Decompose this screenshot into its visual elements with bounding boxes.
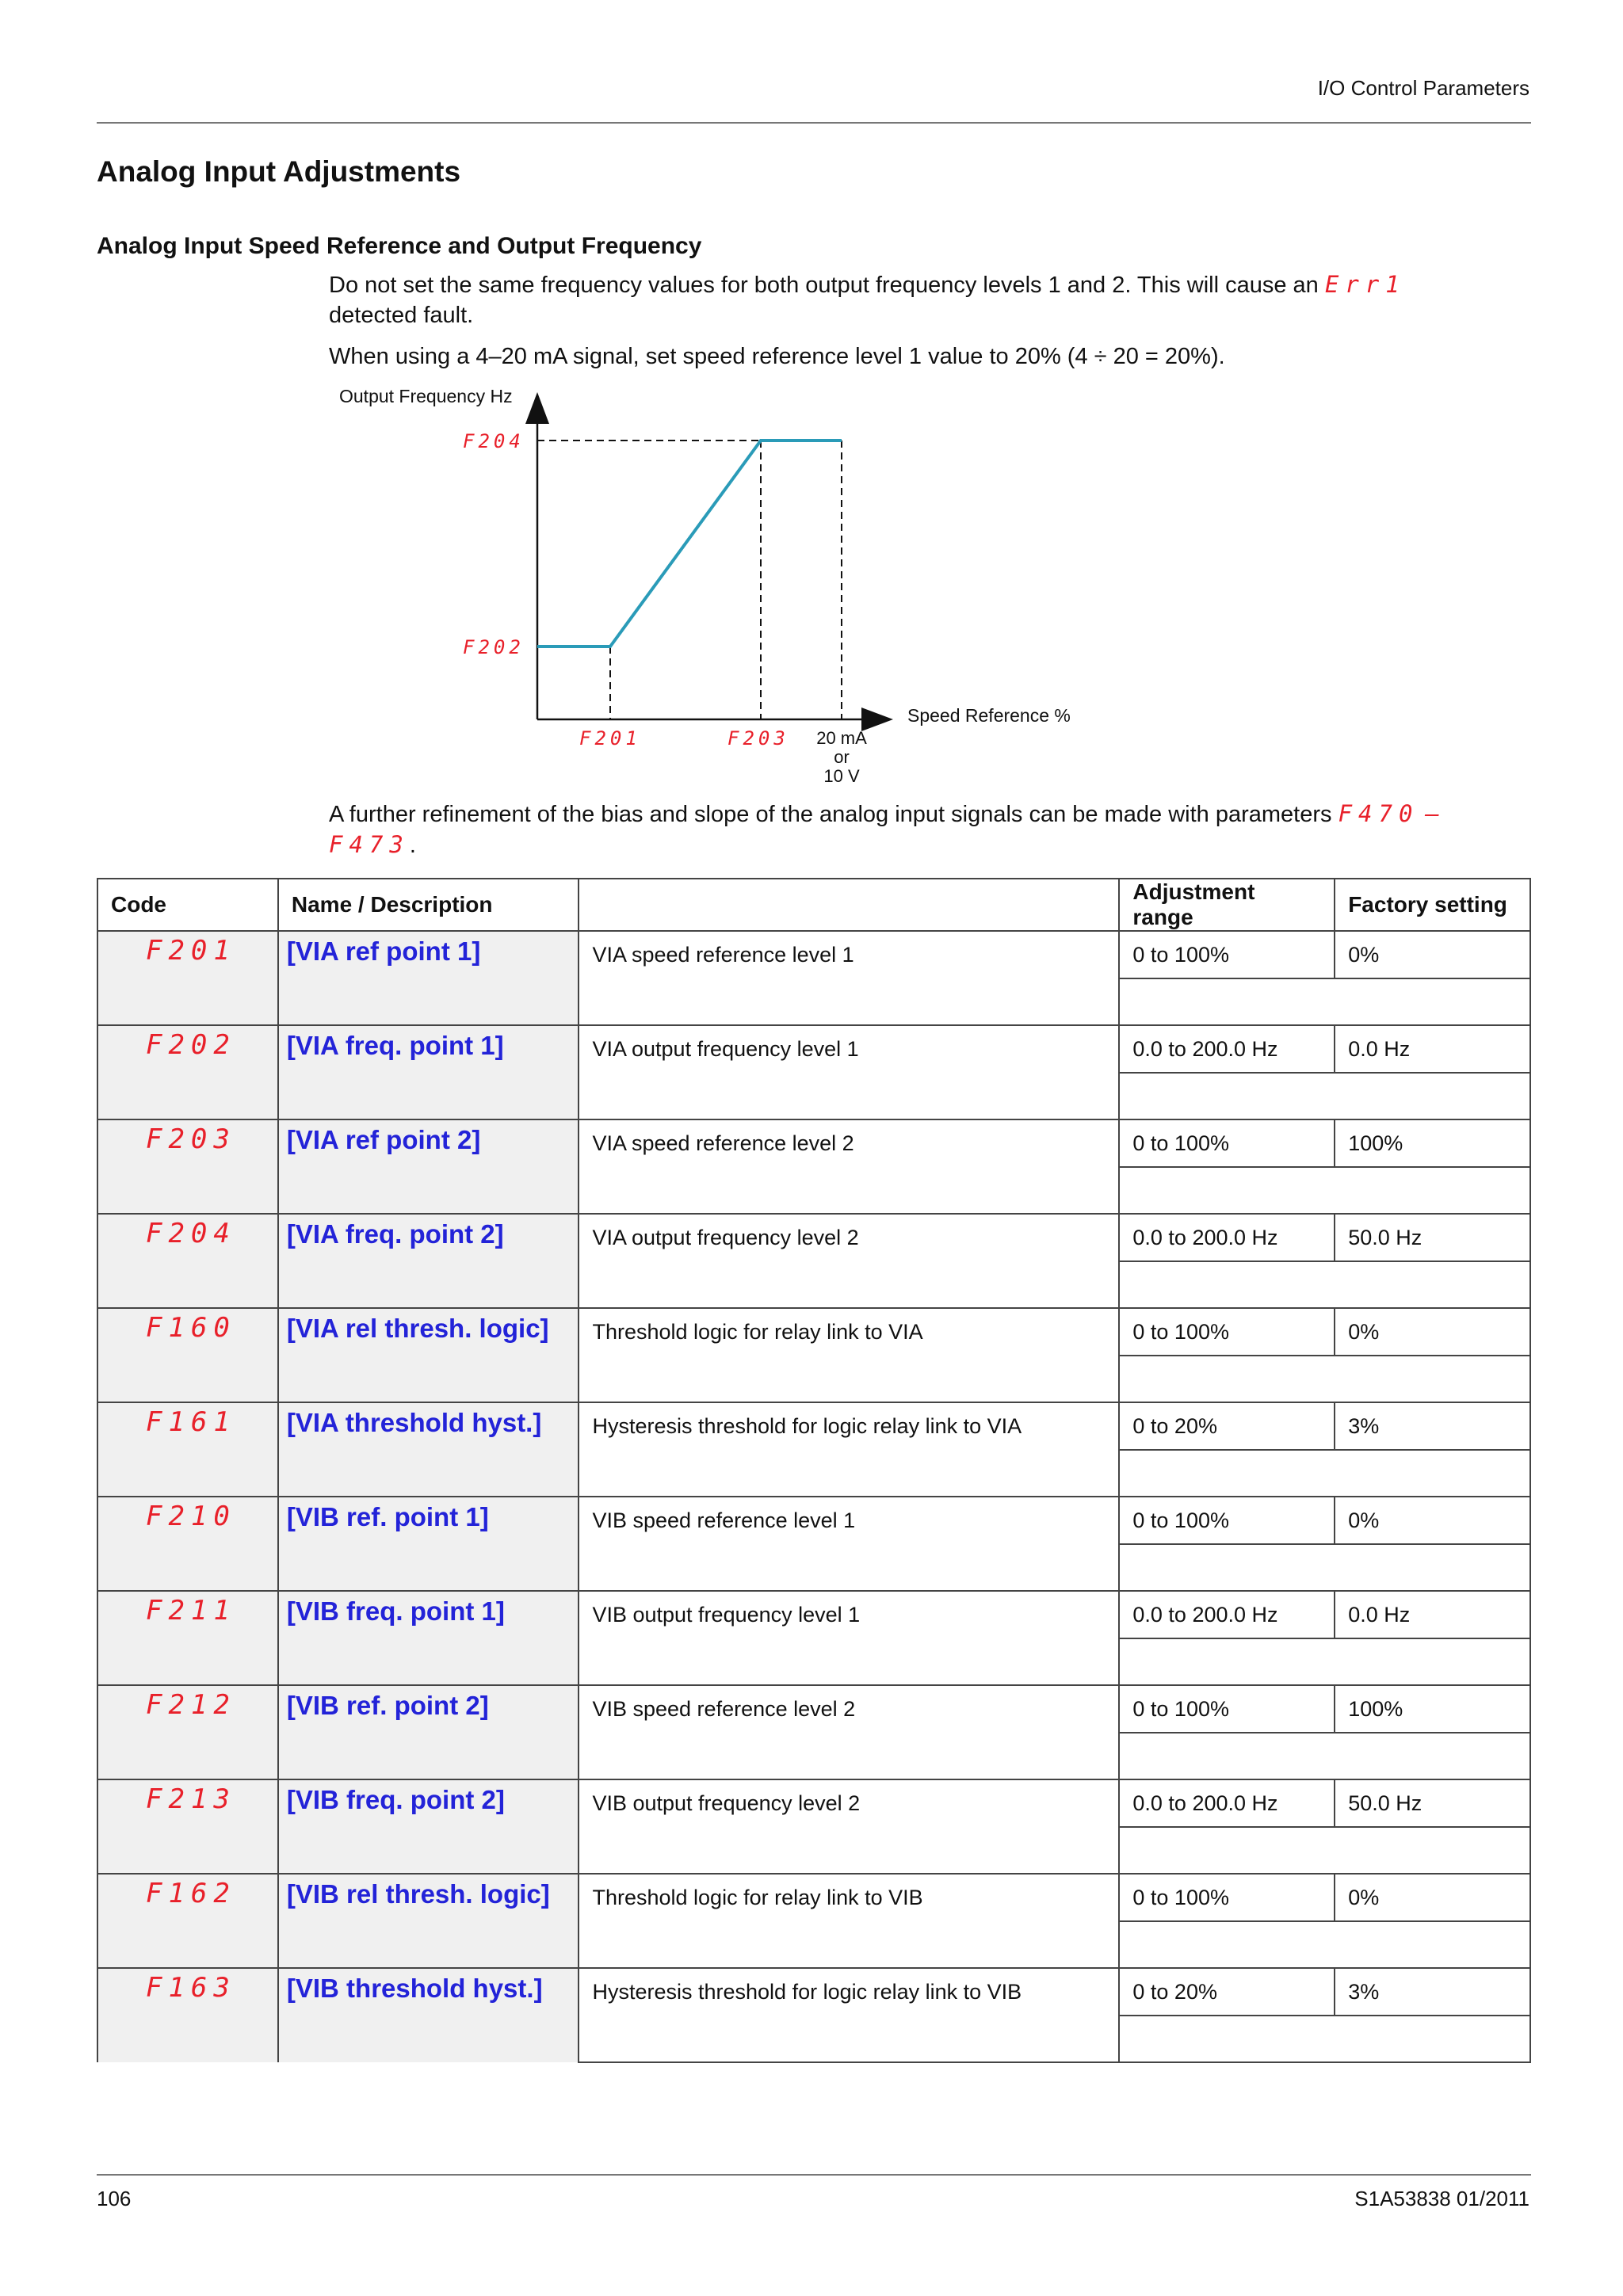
param-code-f473: F473: [329, 831, 410, 858]
param-description: VIA output frequency level 2: [579, 1214, 1119, 1261]
table-row: [97, 1779, 1530, 1827]
table-row: [97, 1685, 1530, 1733]
param-code-text: F201: [145, 935, 236, 967]
param-adjustment-range: 0 to 20%: [1119, 1402, 1335, 1450]
note-paragraph-2: When using a 4–20 mA signal, set speed reference level 1 value to 20% (4 ÷ 20 = 20%).: [329, 344, 1225, 369]
tick-label-20ma: 20 mA: [816, 728, 867, 748]
param-factory-setting: 0%: [1335, 1874, 1530, 1921]
param-description: VIB output frequency level 2: [579, 1779, 1119, 1827]
row-spacer-cell: [1119, 1261, 1530, 1308]
param-factory-setting: 0.0 Hz: [1335, 1025, 1530, 1073]
param-code-text: F212: [145, 1689, 236, 1721]
param-factory-setting: 3%: [1335, 1402, 1530, 1450]
param-factory-setting: 50.0 Hz: [1335, 1779, 1530, 1827]
param-code-text: F161: [145, 1406, 236, 1438]
note-text-a: Do not set the same frequency values for both output frequency levels 1 and 2. This will cause an: [329, 273, 1319, 298]
header-range: Adjustment range: [1119, 879, 1335, 931]
param-code: [97, 1214, 278, 1308]
param-factory-setting: 0.0 Hz: [1335, 1591, 1530, 1638]
param-code: [97, 1874, 278, 1968]
param-factory-setting: 100%: [1335, 1119, 1530, 1167]
param-description: Threshold logic for relay link to VIA: [579, 1308, 1119, 1356]
param-name: [VIA ref point 2]: [278, 1119, 579, 1214]
param-adjustment-range: 0 to 100%: [1119, 1874, 1335, 1921]
param-name: [VIA freq. point 2]: [278, 1214, 579, 1308]
document-reference: S1A53838 01/2011: [1354, 2187, 1529, 2210]
param-code-dash: –: [1425, 800, 1445, 827]
param-code-text: F160: [145, 1312, 236, 1344]
note3-text: A further refinement of the bias and slope of the analog input signals can be made with parameters: [329, 802, 1332, 827]
param-name: [VIB threshold hyst.]: [278, 1968, 579, 2062]
param-adjustment-range: 0.0 to 200.0 Hz: [1119, 1214, 1335, 1261]
table-row: [97, 1874, 1530, 1921]
table-row: [97, 1025, 1530, 1073]
page-title: Analog Input Adjustments: [97, 155, 461, 188]
param-code: [97, 1497, 278, 1591]
param-description: VIA speed reference level 2: [579, 1119, 1119, 1167]
row-spacer-cell: [1119, 1733, 1530, 1779]
param-factory-setting: 3%: [1335, 1968, 1530, 2016]
row-spacer-cell: [1119, 1638, 1530, 1685]
frequency-curve: [537, 441, 842, 646]
param-adjustment-range: 0 to 100%: [1119, 1119, 1335, 1167]
x-axis-label: Speed Reference %: [907, 705, 1071, 726]
header-factory: Factory setting: [1335, 879, 1530, 931]
param-description: VIA speed reference level 1: [579, 931, 1119, 978]
row-spacer-cell: [1119, 2016, 1530, 2062]
row-spacer-cell: [579, 1544, 1119, 1591]
param-code: [97, 1968, 278, 2062]
param-code: [97, 1779, 278, 1874]
row-spacer-cell: [579, 1450, 1119, 1497]
row-spacer-cell: [1119, 1450, 1530, 1497]
table-row: [97, 931, 1530, 978]
param-code-text: F213: [145, 1783, 236, 1815]
frequency-diagram: [317, 380, 1109, 792]
error-code: Err1: [1324, 271, 1406, 298]
row-spacer-cell: [579, 978, 1119, 1025]
row-spacer-cell: [579, 2016, 1119, 2062]
param-adjustment-range: 0.0 to 200.0 Hz: [1119, 1591, 1335, 1638]
param-name: [VIB ref. point 2]: [278, 1685, 579, 1779]
param-name: [VIA ref point 1]: [278, 931, 579, 1025]
y-axis-label: Output Frequency Hz: [339, 386, 513, 406]
row-spacer-cell: [1119, 1544, 1530, 1591]
param-code-text: F204: [145, 1218, 236, 1249]
param-code: [97, 1591, 278, 1685]
param-adjustment-range: 0 to 20%: [1119, 1968, 1335, 2016]
param-name: [VIA freq. point 1]: [278, 1025, 579, 1119]
param-code-text: F162: [145, 1878, 236, 1909]
param-code-text: F210: [145, 1501, 236, 1532]
row-spacer-cell: [579, 1638, 1119, 1685]
param-factory-setting: 0%: [1335, 1308, 1530, 1356]
param-code: [97, 1402, 278, 1497]
row-spacer-cell: [1119, 978, 1530, 1025]
table-row: [97, 1214, 1530, 1261]
param-code: [97, 1308, 278, 1402]
tick-label-f204: F204: [463, 430, 525, 452]
param-adjustment-range: 0 to 100%: [1119, 1308, 1335, 1356]
note3-period: .: [409, 833, 416, 858]
param-adjustment-range: 0 to 100%: [1119, 1685, 1335, 1733]
table-row: [97, 1308, 1530, 1356]
row-spacer-cell: [579, 1827, 1119, 1874]
param-description: VIB speed reference level 1: [579, 1497, 1119, 1544]
param-adjustment-range: 0.0 to 200.0 Hz: [1119, 1025, 1335, 1073]
row-spacer-cell: [579, 1356, 1119, 1402]
row-spacer-cell: [1119, 1356, 1530, 1402]
param-description: Hysteresis threshold for logic relay link to VIA: [579, 1402, 1119, 1450]
param-name: [VIB freq. point 2]: [278, 1779, 579, 1874]
table-header-row: [97, 879, 1530, 931]
header-section-name: I/O Control Parameters: [1317, 76, 1529, 100]
param-code: [97, 1119, 278, 1214]
param-code-text: F202: [145, 1029, 236, 1061]
note-paragraph-1: [329, 269, 1518, 330]
param-factory-setting: 100%: [1335, 1685, 1530, 1733]
param-name: [VIB freq. point 1]: [278, 1591, 579, 1685]
table-body: [97, 931, 1530, 2062]
tick-label-f201: F201: [579, 727, 641, 749]
footer-rule: [97, 2174, 1531, 2176]
row-spacer-cell: [1119, 1827, 1530, 1874]
param-description: VIB output frequency level 1: [579, 1591, 1119, 1638]
row-spacer-cell: [1119, 1073, 1530, 1119]
param-name: [VIA rel thresh. logic]: [278, 1308, 579, 1402]
header-code: Code: [97, 879, 278, 931]
row-spacer-cell: [579, 1167, 1119, 1214]
row-spacer-cell: [579, 1921, 1119, 1968]
table-row: [97, 1497, 1530, 1544]
param-adjustment-range: 0.0 to 200.0 Hz: [1119, 1779, 1335, 1827]
param-factory-setting: 0%: [1335, 931, 1530, 978]
param-code-text: F211: [145, 1595, 236, 1627]
tick-label-f203: F203: [727, 727, 789, 749]
param-name: [VIB ref. point 1]: [278, 1497, 579, 1591]
param-code-text: F163: [145, 1972, 236, 2004]
note-paragraph-3: [329, 799, 1518, 860]
param-description: VIA output frequency level 1: [579, 1025, 1119, 1073]
param-code: [97, 1685, 278, 1779]
page-number: 106: [97, 2187, 132, 2210]
header-blank: [579, 879, 1119, 931]
table-row: [97, 1402, 1530, 1450]
param-code: [97, 1025, 278, 1119]
param-name: [VIB rel thresh. logic]: [278, 1874, 579, 1968]
tick-label-10v: 10 V: [823, 766, 860, 786]
row-spacer-cell: [579, 1733, 1119, 1779]
table-row: [97, 1968, 1530, 2016]
param-description: Threshold logic for relay link to VIB: [579, 1874, 1119, 1921]
table-row: [97, 1591, 1530, 1638]
param-code-text: F203: [145, 1123, 236, 1155]
param-factory-setting: 50.0 Hz: [1335, 1214, 1530, 1261]
row-spacer-cell: [1119, 1921, 1530, 1968]
param-description: VIB speed reference level 2: [579, 1685, 1119, 1733]
param-factory-setting: 0%: [1335, 1497, 1530, 1544]
param-code: [97, 931, 278, 1025]
tick-label-f202: F202: [463, 636, 525, 658]
row-spacer-cell: [1119, 1167, 1530, 1214]
param-adjustment-range: 0 to 100%: [1119, 1497, 1335, 1544]
header-name: Name / Description: [278, 879, 579, 931]
parameter-table: [97, 878, 1531, 2063]
table-row: [97, 1119, 1530, 1167]
section-subtitle: Analog Input Speed Reference and Output Frequency: [97, 233, 702, 259]
param-code-f470: F470: [1338, 800, 1419, 827]
param-adjustment-range: 0 to 100%: [1119, 931, 1335, 978]
row-spacer-cell: [579, 1261, 1119, 1308]
header-rule: [97, 122, 1531, 124]
note-text-b: detected fault.: [329, 303, 474, 328]
param-description: Hysteresis threshold for logic relay link to VIB: [579, 1968, 1119, 2016]
param-name: [VIA threshold hyst.]: [278, 1402, 579, 1497]
row-spacer-cell: [579, 1073, 1119, 1119]
tick-label-or: or: [834, 747, 850, 767]
